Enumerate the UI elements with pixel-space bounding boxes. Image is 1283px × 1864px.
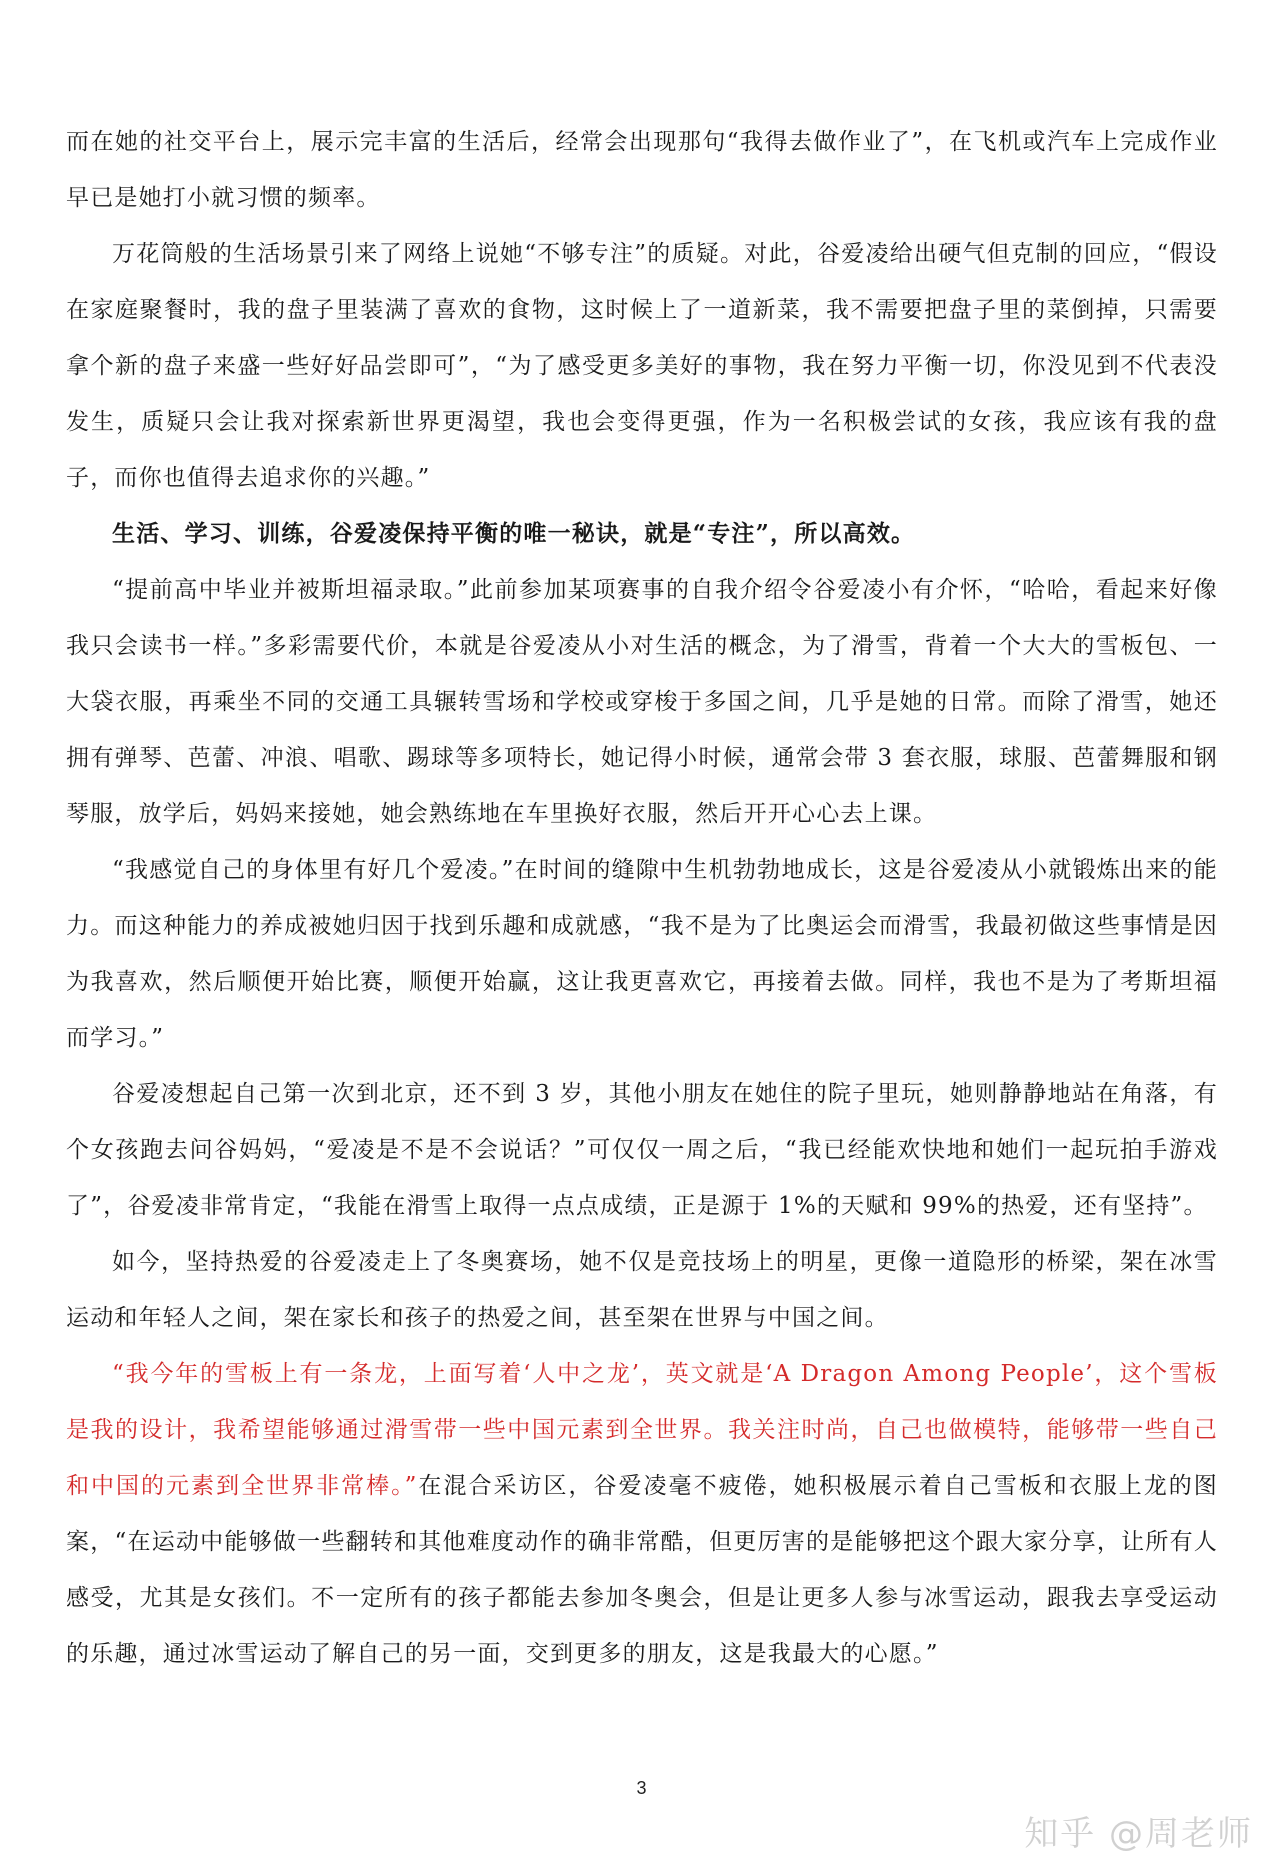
paragraph-1: 而在她的社交平台上，展示完丰富的生活后，经常会出现那句“我得去做作业了”，在飞机或汽车上完成作业早已是她打小就习惯的频率。	[66, 129, 1218, 211]
red-quote: “我今年的雪板上有一条龙，上面写着‘人中之龙’，英文就是‘A Dragon Among People’，这个雪板是我的设计，我希望能够通过滑雪带一些中国元素到全世界。我关注时尚，自己也做模特，能够带一些自己和中国的元素到全世界非常棒。”	[66, 1361, 1218, 1499]
page-number: 3	[636, 1778, 647, 1798]
paragraph-6: 谷爱凌想起自己第一次到北京，还不到 3 岁，其他小朋友在她住的院子里玩，她则静静地站在角落，有个女孩跑去问谷妈妈，“爱凌是不是不会说话？”可仅仅一周之后，“我已经能欢快地和她们一起玩拍手游戏了”，谷爱凌非常肯定，“我能在滑雪上取得一点点成绩，正是源于 1%的天赋和 99%的热爱，还有坚持”。	[66, 1081, 1218, 1219]
paragraph-2: 万花筒般的生活场景引来了网络上说她“不够专注”的质疑。对此，谷爱凌给出硬气但克制的回应，“假设在家庭聚餐时，我的盘子里装满了喜欢的食物，这时候上了一道新菜，我不需要把盘子里的菜倒掉，只需要拿个新的盘子来盛一些好好品尝即可”，“为了感受更多美好的事物，我在努力平衡一切，你没见到不代表没发生，质疑只会让我对探索新世界更渴望，我也会变得更强，作为一名积极尝试的女孩，我应该有我的盘子，而你也值得去追求你的兴趣。”	[66, 241, 1218, 491]
paragraph-4: “提前高中毕业并被斯坦福录取。”此前参加某项赛事的自我介绍令谷爱凌小有介怀，“哈哈，看起来好像我只会读书一样。”多彩需要代价，本就是谷爱凌从小对生活的概念，为了滑雪，背着一个大大的雪板包、一大袋衣服，再乘坐不同的交通工具辗转雪场和学校或穿梭于多国之间，几乎是她的日常。而除了滑雪，她还拥有弹琴、芭蕾、冲浪、唱歌、踢球等多项特长，她记得小时候，通常会带 3 套衣服，球服、芭蕾舞服和钢琴服，放学后，妈妈来接她，她会熟练地在车里换好衣服，然后开开心心去上课。	[66, 577, 1218, 827]
document-body	[66, 114, 1218, 1682]
paragraph-3-bold: 生活、学习、训练，谷爱凌保持平衡的唯一秘诀，就是“专注”，所以高效。	[112, 520, 916, 547]
paragraph-8	[66, 1346, 1218, 1682]
zhihu-watermark: 知乎 @周老师	[1024, 1814, 1253, 1854]
paragraph-7: 如今，坚持热爱的谷爱凌走上了冬奥赛场，她不仅是竞技场上的明星，更像一道隐形的桥梁，架在冰雪运动和年轻人之间，架在家长和孩子的热爱之间，甚至架在世界与中国之间。	[66, 1249, 1218, 1331]
paragraph-8-rest: 在混合采访区，谷爱凌毫不疲倦，她积极展示着自己雪板和衣服上龙的图案，“在运动中能够做一些翻转和其他难度动作的确非常酷，但更厉害的是能够把这个跟大家分享，让所有人感受，尤其是女孩们。不一定所有的孩子都能去参加冬奥会，但是让更多人参与冰雪运动，跟我去享受运动的乐趣，通过冰雪运动了解自己的另一面，交到更多的朋友，这是我最大的心愿。”	[66, 1473, 1218, 1667]
paragraph-5: “我感觉自己的身体里有好几个爱凌。”在时间的缝隙中生机勃勃地成长，这是谷爱凌从小就锻炼出来的能力。而这种能力的养成被她归因于找到乐趣和成就感，“我不是为了比奥运会而滑雪，我最初做这些事情是因为我喜欢，然后顺便开始比赛，顺便开始赢，这让我更喜欢它，再接着去做。同样，我也不是为了考斯坦福而学习。”	[66, 857, 1218, 1051]
